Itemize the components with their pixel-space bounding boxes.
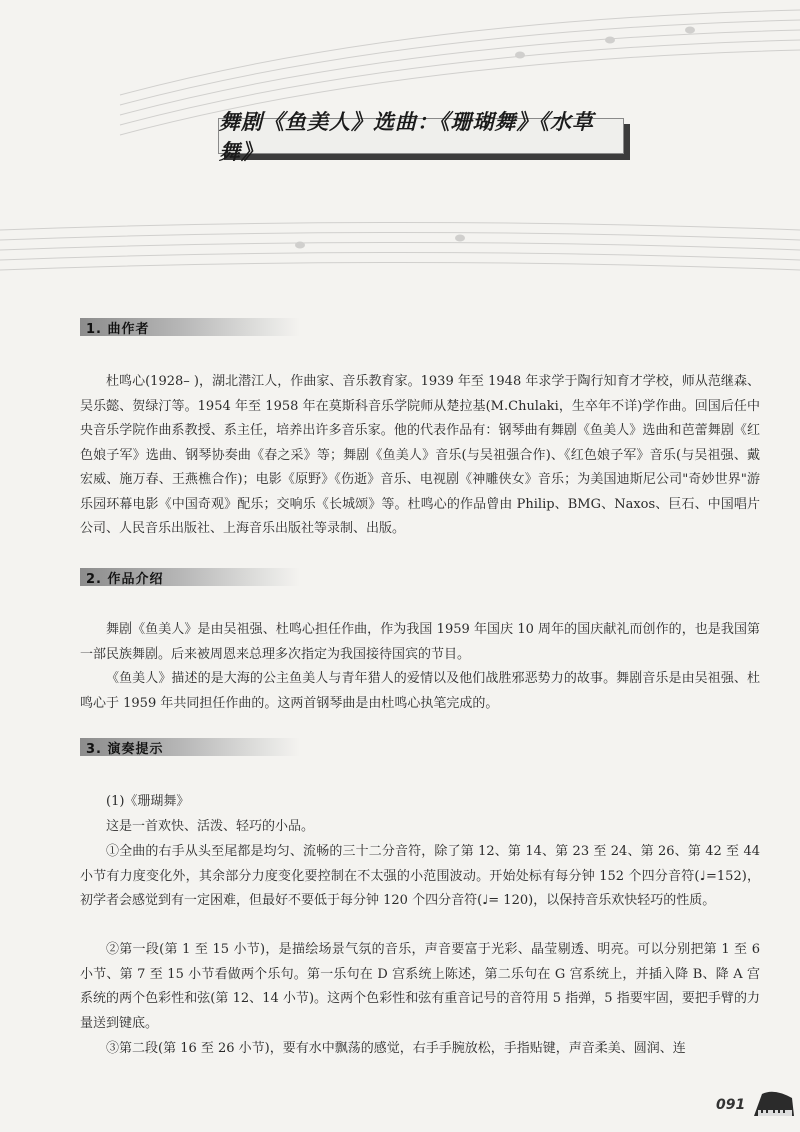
page-number: 091 xyxy=(716,1097,746,1113)
page-title: 舞剧《鱼美人》选曲：《珊瑚舞》《水草舞》 xyxy=(219,109,594,164)
section-heading-label: 2. 作品介绍 xyxy=(86,571,164,587)
section-heading-composer xyxy=(80,318,300,336)
paragraph-piece-character: 这是一首欢快、活泼、轻巧的小品。 xyxy=(106,819,315,834)
section-heading-label: 1. 曲作者 xyxy=(86,321,150,337)
paragraph-composer-bio: 杜鸣心(1928– )，湖北潜江人，作曲家、音乐教育家。1939 年至 1948 年求学于陶行知育才学校，师从范继森、吴乐懿、贺绿汀等。1954 年至 1958 年在莫斯科音乐学院师从楚拉基(M.Chulaki，生卒年不详)学作曲。回国后任中央音乐学院作曲系教授、系主任，培养出许多音乐家。他的代表作品有：钢琴曲有舞剧《鱼美人》选曲和芭蕾舞剧《红色娘子军》选曲、钢琴协奏曲《春之采》等；舞剧《鱼美人》音乐(与吴祖强合作)、《红色娘子军》音乐(与吴祖强、戴宏威、施万春、王燕樵合作)；电影《原野》《伤逝》音乐、电视剧《神雕侠女》音乐；为美国迪斯尼公司"奇妙世界"游乐园环幕电影《中国奇观》配乐；交响乐《长城颂》等。杜鸣心的作品曾由 Philip、BMG、Naxos、巨石、中国唱片公司、人民音乐出版社、上海音乐出版社等录制、出版。 xyxy=(80,374,760,536)
piano-icon xyxy=(752,1088,796,1120)
section-heading-performance-tips xyxy=(80,738,300,756)
paragraph-piece-title: (1)《珊瑚舞》 xyxy=(106,794,190,809)
title-banner xyxy=(218,109,624,164)
paragraph-tip-1: ①全曲的右手从头至尾都是均匀、流畅的三十二分音符，除了第 12、第 14、第 23 至 24、第 26、第 42 至 44 小节有力度变化外，其余部分力度变化要控制在不太强的小范围波动。开始处标有每分钟 152 个四分音符(♩=152)，初学者会感觉到有一定困难，但最好不要低于每分钟 120 个四分音符(♩= 120)，以保持音乐欢快轻巧的性质。 xyxy=(80,844,760,908)
section-heading-label: 3. 演奏提示 xyxy=(86,741,164,757)
paragraph-tip-3: ③第二段(第 16 至 26 小节)，要有水中飘荡的感觉，右手手腕放松，手指贴键，声音柔美、圆润、连 xyxy=(106,1041,686,1056)
paragraph-tip-2: ②第一段(第 1 至 15 小节)，是描绘场景气氛的音乐，声音要富于光彩、晶莹剔透、明亮。可以分别把第 1 至 6 小节、第 7 至 15 小节看做两个乐句。第一乐句在 D 宫系统上陈述，第二乐句在 G 宫系统上，并插入降 B、降 A 宫系统的两个色彩性和弦(第 12、14 小节)。这两个色彩性和弦有重音记号的音符用 5 指弹，5 指要牢固，要把手臂的力量送到键底。 xyxy=(80,942,760,1031)
section-heading-introduction xyxy=(80,568,300,586)
paragraph-introduction-1: 舞剧《鱼美人》是由吴祖强、杜鸣心担任作曲，作为我国 1959 年国庆 10 周年的国庆献礼而创作的，也是我国第一部民族舞剧。后来被周恩来总理多次指定为我国接待国宾的节目。 xyxy=(80,622,760,662)
paragraph-introduction-2: 《鱼美人》描述的是大海的公主鱼美人与青年猎人的爱情以及他们战胜邪恶势力的故事。舞剧音乐是由吴祖强、杜鸣心于 1959 年共同担任作曲的。这两首钢琴曲是由杜鸣心执笔完成的。 xyxy=(80,671,760,711)
